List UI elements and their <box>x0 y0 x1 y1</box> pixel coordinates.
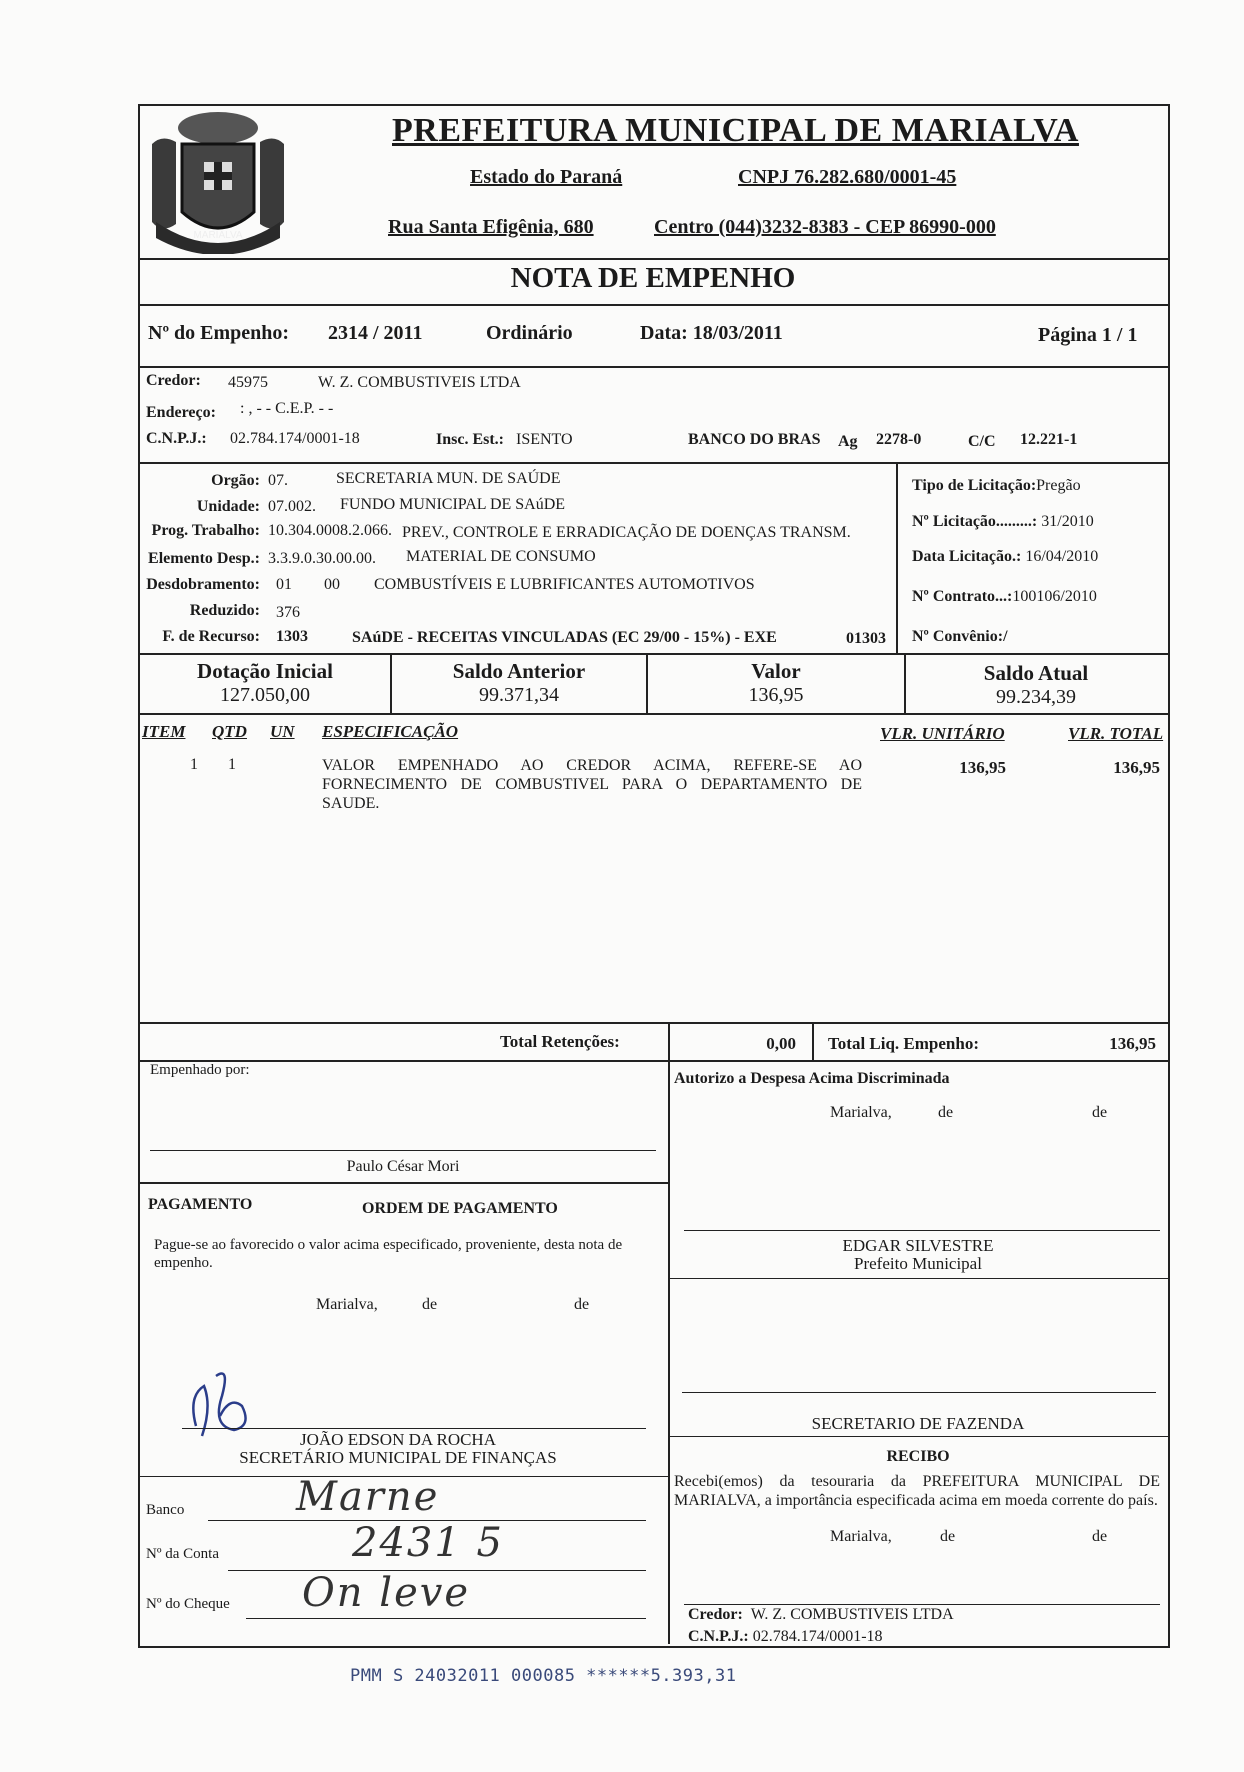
bank-ag-label: Ag <box>838 433 858 450</box>
header-title: PREFEITURA MUNICIPAL DE MARIALVA <box>392 112 1079 149</box>
empenhado-name: Paulo César Mori <box>346 1158 460 1175</box>
prefeito-name: EDGAR SILVESTRE <box>842 1236 994 1255</box>
unidade-code: 07.002. <box>268 498 316 515</box>
empenho-type: Ordinário <box>486 322 573 344</box>
insc-label: Insc. Est.: <box>436 431 505 448</box>
credor-label: Credor: <box>146 372 201 389</box>
endereco-value: : , - - C.E.P. - - <box>240 400 334 417</box>
header-address: Rua Santa Efigênia, 680 <box>388 216 594 238</box>
pagamento-label: PAGAMENTO <box>148 1196 253 1213</box>
conta-handwritten: 2431 5 <box>352 1520 504 1566</box>
contrato-label: Nº Contrato...:100106/2010 <box>912 588 1097 605</box>
licitacao-tipo-label: Tipo de Licitação:Pregão <box>912 477 1081 494</box>
convenio-label: Nº Convênio:/ <box>912 628 1008 645</box>
cnpj-label: C.N.P.J.: <box>146 430 207 447</box>
prog-label: Prog. Trabalho: <box>151 522 260 539</box>
saldo-anterior: Saldo Anterior 99.371,34 <box>452 659 586 706</box>
banco-handwritten: Marne <box>296 1474 440 1520</box>
col-un: UN <box>270 722 295 741</box>
autorizo-de-2: de <box>1092 1104 1108 1121</box>
prog-value: PREV., CONTROLE E ERRADICAÇÃO DE DOENÇAS TRANSM. <box>402 524 851 541</box>
pagamento-city: Marialva, <box>316 1296 378 1313</box>
elemento-label: Elemento Desp.: <box>148 550 260 567</box>
pagamento-signer: JOÃO EDSON DA ROCHA <box>300 1430 496 1449</box>
total-liq-value: 136,95 <box>1109 1034 1156 1053</box>
bank-cc: 12.221-1 <box>1020 431 1078 448</box>
desdobramento-b: 00 <box>324 576 340 593</box>
elemento-code: 3.3.9.0.30.00.00. <box>268 550 376 567</box>
item-total-value: 136,95 <box>1113 758 1160 777</box>
licitacao-data-label: Data Licitação.: 16/04/2010 <box>912 548 1099 565</box>
insc-value: ISENTO <box>516 431 573 448</box>
conta-label: Nº da Conta <box>146 1546 219 1562</box>
header-contact: Centro (044)3232-8383 - CEP 86990-000 <box>654 216 996 238</box>
banco-label: Banco <box>146 1502 185 1518</box>
recibo-credor: Credor: W. Z. COMBUSTIVEIS LTDA <box>688 1606 954 1623</box>
autorizo-de-1: de <box>938 1104 954 1121</box>
bank-stamp: PMM S 24032011 000085 ******5.393,31 <box>350 1666 737 1686</box>
ordem-pagamento-label: ORDEM DE PAGAMENTO <box>362 1200 558 1217</box>
fonte-code: 1303 <box>276 628 308 645</box>
empenho-page: Página 1 / 1 <box>1038 324 1138 346</box>
reduzido-label: Reduzido: <box>189 602 260 619</box>
reduzido-value: 376 <box>276 604 300 621</box>
orgao-value: SECRETARIA MUN. DE SAÚDE <box>336 470 561 487</box>
orgao-label: Orgão: <box>211 472 260 489</box>
document-title: NOTA DE EMPENHO <box>510 262 796 294</box>
endereco-label: Endereço: <box>146 404 216 421</box>
saldo-atual: Saldo Atual 99.234,39 <box>983 661 1089 708</box>
recibo-city: Marialva, <box>830 1528 892 1545</box>
empenho-date: Data: 18/03/2011 <box>640 322 783 344</box>
empenho-number: 2314 / 2011 <box>328 322 423 344</box>
elemento-value: MATERIAL DE CONSUMO <box>406 548 596 565</box>
autorizo-city: Marialva, <box>830 1104 892 1121</box>
empenhado-label: Empenhado por: <box>150 1062 250 1078</box>
col-especificacao: ESPECIFICAÇÃO <box>322 722 459 741</box>
credor-name: W. Z. COMBUSTIVEIS LTDA <box>318 374 521 391</box>
recibo-title: RECIBO <box>886 1448 950 1465</box>
unidade-value: FUNDO MUNICIPAL DE SAúDE <box>340 496 566 513</box>
col-vlr-total: VLR. TOTAL <box>1068 724 1164 743</box>
pagamento-text: Pague-se ao favorecido o valor acima especificado, proveniente, desta nota de empenho. <box>154 1237 623 1271</box>
licitacao-num-label: Nº Licitação.........: 31/2010 <box>912 513 1094 530</box>
saldo-dotacao-inicial: Dotação Inicial 127.050,00 <box>197 659 333 706</box>
item-description: VALOR EMPENHADO AO CREDOR ACIMA, REFERE-SE AO FORNECIMENTO DE COMBUSTIVEL PARA O DEPARTAMENTO DE SAUDE. <box>322 757 862 812</box>
desdobramento-a: 01 <box>276 576 292 593</box>
pagamento-signer-role: SECRETÁRIO MUNICIPAL DE FINANÇAS <box>239 1448 557 1467</box>
pagamento-de-1: de <box>422 1296 438 1313</box>
col-item: ITEM <box>142 722 186 741</box>
cheque-handwritten: On leve <box>302 1570 471 1616</box>
total-retencoes-value: 0,00 <box>766 1034 796 1053</box>
bank-cc-label: C/C <box>968 433 996 450</box>
prog-code: 10.304.0008.2.066. <box>268 522 392 539</box>
recibo-text: Recebi(emos) da tesouraria da PREFEITURA MUNICIPAL DE MARIALVA, a importância especificada acima em moeda corrente do país. <box>674 1473 1160 1509</box>
total-liq-label: Total Liq. Empenho: <box>828 1034 979 1053</box>
item-qtd: 1 <box>228 756 236 773</box>
svg-text:MARIALVA: MARIALVA <box>193 230 243 241</box>
empenho-label: Nº do Empenho: <box>148 322 290 344</box>
total-retencoes-label: Total Retenções: <box>500 1032 620 1051</box>
desdobramento-value: COMBUSTÍVEIS E LUBRIFICANTES AUTOMOTIVOS <box>374 576 755 593</box>
cheque-label: Nº do Cheque <box>146 1596 230 1612</box>
recibo-cnpj: C.N.P.J.: 02.784.174/0001-18 <box>688 1628 883 1645</box>
recibo-de-1: de <box>940 1528 956 1545</box>
bank-ag: 2278-0 <box>876 431 922 448</box>
item-number: 1 <box>190 756 198 773</box>
header-cnpj: CNPJ 76.282.680/0001-45 <box>738 166 957 188</box>
fonte-number: 01303 <box>846 630 886 647</box>
cnpj-value: 02.784.174/0001-18 <box>230 430 360 447</box>
autorizo-label: Autorizo a Despesa Acima Discriminada <box>674 1070 950 1087</box>
recibo-de-2: de <box>1092 1528 1108 1545</box>
pagamento-de-2: de <box>574 1296 590 1313</box>
credor-code: 45975 <box>228 374 268 391</box>
desdobramento-label: Desdobramento: <box>146 576 260 593</box>
orgao-code: 07. <box>268 472 288 489</box>
fonte-value: SAúDE - RECEITAS VINCULADAS (EC 29/00 - 15%) - EXE <box>352 629 777 646</box>
unidade-label: Unidade: <box>196 498 260 515</box>
header-state: Estado do Paraná <box>470 166 623 188</box>
prefeito-role: Prefeito Municipal <box>854 1254 982 1273</box>
saldo-valor: Valor 136,95 <box>748 659 804 706</box>
fazenda-role: SECRETARIO DE FAZENDA <box>811 1414 1025 1433</box>
bank-name: BANCO DO BRAS <box>688 431 821 448</box>
item-unit-value: 136,95 <box>959 758 1006 777</box>
col-qtd: QTD <box>212 722 247 741</box>
municipal-crest-icon <box>142 104 294 254</box>
fonte-label: F. de Recurso: <box>162 628 260 645</box>
col-vlr-unitario: VLR. UNITÁRIO <box>880 724 1005 743</box>
